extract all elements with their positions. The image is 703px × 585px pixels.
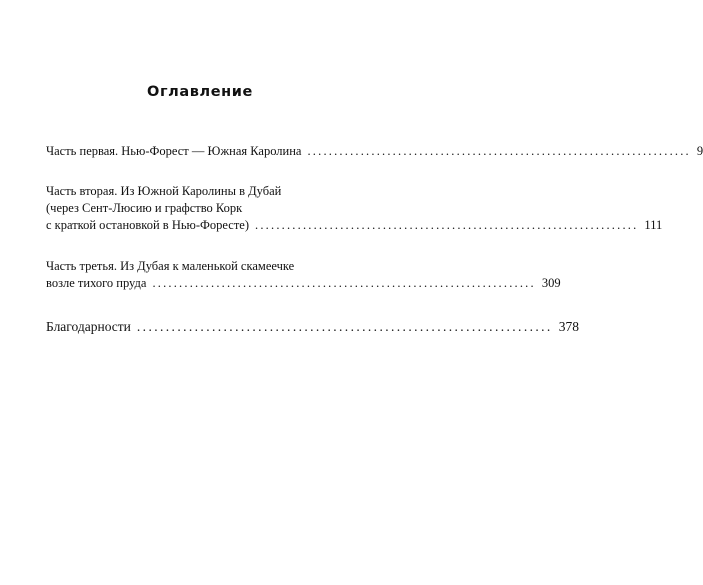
toc-entry-label: с краткой остановкой в Нью-Форесте) <box>46 218 250 232</box>
toc-page-number: 309 <box>541 276 561 290</box>
toc-entry-line <box>46 143 703 160</box>
toc-page-number: 9 <box>696 144 703 158</box>
toc-page-number: 111 <box>644 218 663 232</box>
toc-entry-line <box>46 275 561 292</box>
toc-heading: Оглавление <box>147 84 253 100</box>
toc-page-number: 378 <box>558 319 579 334</box>
toc-entry-label: Благодарности <box>46 319 131 334</box>
dot-leader: ........................................................................ <box>136 319 553 334</box>
toc-entry-acknowledgements[interactable] <box>46 318 579 335</box>
toc-entry-label: (через Сент-Люсию и графство Корк <box>46 201 243 215</box>
toc-entry-line <box>46 318 579 335</box>
toc-entry-label: возле тихого пруда <box>46 276 147 290</box>
toc-entry-line <box>46 217 663 234</box>
toc-entry-label: Часть третья. Из Дубая к маленькой скамеечке <box>46 259 295 273</box>
toc-entry-part-one[interactable] <box>46 143 703 160</box>
toc-entry-label: Часть первая. Нью-Форест — Южная Каролина <box>46 144 302 158</box>
dot-leader: ........................................................................ <box>255 218 639 232</box>
dot-leader: ........................................................................ <box>307 144 691 158</box>
dot-leader: ........................................................................ <box>152 276 536 290</box>
toc-entry-label: Часть вторая. Из Южной Каролины в Дубай <box>46 184 282 198</box>
toc-entry-part-three[interactable] <box>46 258 561 292</box>
toc-entry-part-two[interactable] <box>46 183 663 234</box>
